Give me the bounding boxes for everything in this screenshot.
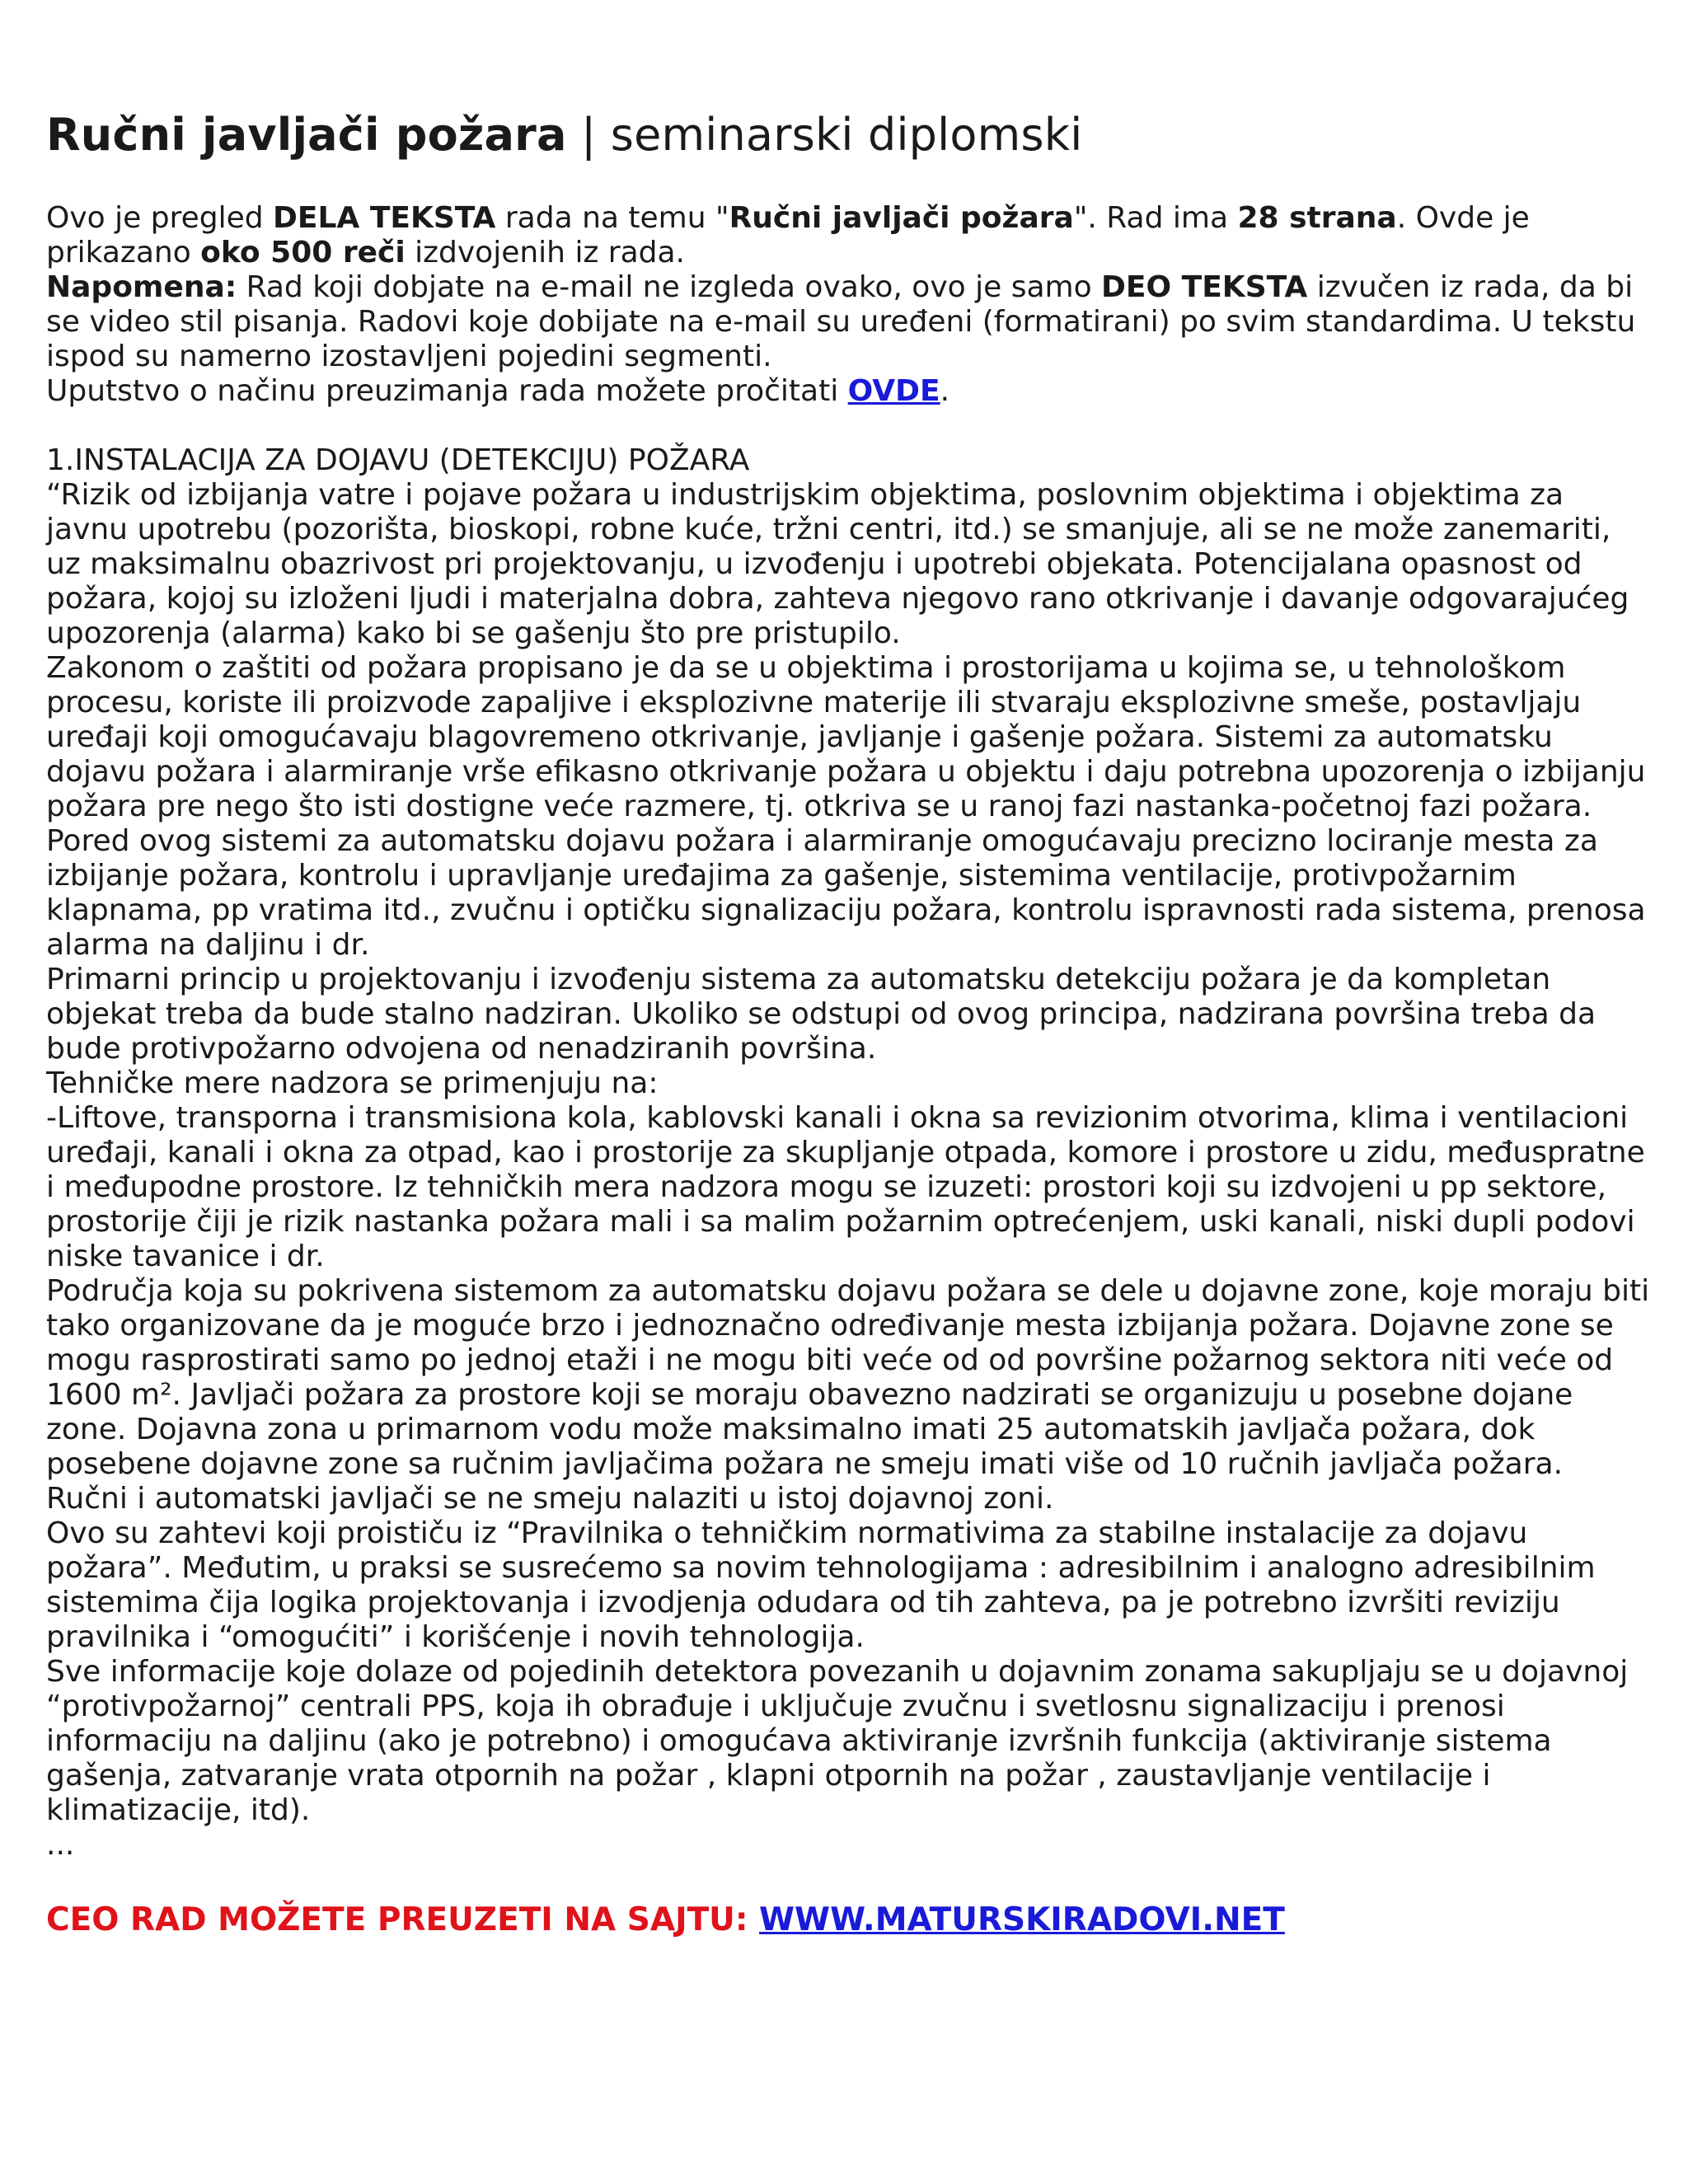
intro-bold-topic: Ručni javljači požara <box>729 201 1074 235</box>
body-paragraph: Primarni princip u projektovanju i izvođenju sistema za automatsku detekciju požara je da kompletan objekat treba da bude stalno nadziran. Ukoliko se odstupi od ovog principa, nadzirana površina treba da bude protivpožarno odvojena od nenadziranih površina. <box>46 963 1596 1066</box>
page-title <box>46 105 1651 165</box>
instructions-text: . <box>940 374 950 408</box>
intro-text: ". Rad ima <box>1073 201 1238 235</box>
intro-paragraph <box>46 201 1651 270</box>
intro-text: Ovo je pregled <box>46 201 274 235</box>
page-title-rest: seminarski diplomski <box>610 109 1083 161</box>
intro-text: . Ovde je prikazano <box>46 201 1530 269</box>
page-title-separator: | <box>566 109 611 161</box>
document-body <box>46 443 1651 1863</box>
note-text: izvučen iz rada, da bi se video stil pisanja. Radovi koje dobijate na e-mail su uređeni (formatirani) po svim standardima. U tekstu ispod su namerno izostavljeni pojedini segmenti. <box>46 270 1636 373</box>
intro-section <box>46 201 1651 409</box>
body-paragraph: “Rizik od izbijanja vatre i pojave požara u industrijskim objektima, poslovnim objektima i objektima za javnu upotrebu (pozorišta, bioskopi, robne kuće, tržni centri, itd.) se smanjuje, ali se ne može zanemariti, uz maksimalnu obazrivost pri projektovanju, u izvođenju i upotrebi objekata. Potencijalana opasnost od požara, kojoj su izloženi ljudi i materjalna dobra, zahteva njegovo rano otkrivanje i davanje odgovarajućeg upozorenja (alarma) kako bi se gašenju što pre pristupilo. <box>46 478 1629 650</box>
instructions-link[interactable]: OVDE <box>847 374 940 408</box>
download-cta <box>46 1900 1651 1941</box>
body-paragraph: Ovo su zahtevi koji proističu iz “Pravilnika o tehničkim normativima za stabilne instalacije za dojavu požara”. Međutim, u praksi se susrećemo sa novim tehnologijama : adresibilnim i analogno adresibilnim sistemima čija logika projektovanja i izvodjenja odudara od tih zahteva, pa je potrebno izvršiti reviziju pravilnika i “omogućiti” i korišćenje i novih tehnologija. <box>46 1516 1596 1654</box>
body-paragraph: Područja koja su pokrivena sistemom za automatsku dojavu požara se dele u dojavne zone, koje moraju biti tako organizovane da je moguće brzo i jednoznačno određivanje mesta izbijanja požara. Dojavne zone se mogu rasprostirati samo po jednoj etaži i ne mogu biti veće od od površine požarnog sektora niti veće od 1600 m². Javljači požara za prostore koji se moraju obavezno nadzirati se organizuju u posebne dojane zone. Dojavna zona u primarnom vodu može maksimalno imati 25 automatskih javljača požara, dok posebene dojavne zone sa ručnim javljačima požara ne smeju imati više od 10 ručnih javljača požara. Ručni i automatski javljači se ne smeju nalaziti u istoj dojavnoj zoni. <box>46 1274 1650 1516</box>
note-label: Napomena: <box>46 270 237 304</box>
intro-bold-words: oko 500 reči <box>200 236 406 269</box>
note-text: Rad koji dobjate na e-mail ne izgleda ovako, ovo je samo <box>237 270 1102 304</box>
cta-text: CEO RAD MOŽETE PREUZETI NA SAJTU: <box>46 1901 760 1938</box>
body-paragraph: Tehničke mere nadzora se primenjuju na: <box>46 1066 659 1100</box>
intro-text: rada na temu " <box>495 201 729 235</box>
body-paragraph: Sve informacije koje dolaze od pojedinih detektora povezanih u dojavnim zonama sakupljaju se u dojavnoj “protivpožarnoj” centrali PPS, koja ih obrađuje i uključuje zvučnu i svetlosnu signalizaciju i prenosi informaciju na daljinu (ako je potrebno) i omogućava aktiviranje izvršnih funkcija (aktiviranje sistema gašenja, zatvaranje vrata otpornih na požar , klapni otpornih na požar , zaustavljanje ventilacije i klimatizacije, itd). <box>46 1655 1629 1827</box>
note-bold-text: DEO TEKSTA <box>1101 270 1308 304</box>
body-paragraph: -Liftove, transporna i transmisiona kola, kablovski kanali i okna sa revizionim otvorima, klima i ventilacioni uređaji, kanali i okna za otpad, kao i prostorije za skupljanje otpada, komore i prostore u zidu, međuspratne i međupodne prostore. Iz tehničkih mera nadzora mogu se izuzeti: prostori koji su izdvojeni u pp sektore, prostorije čiji je rizik nastanka požara mali i sa malim požarnim optrećenjem, uski kanali, niski dupli podovi niske tavanice i dr. <box>46 1101 1645 1273</box>
instructions-paragraph <box>46 374 1651 409</box>
ellipsis: ... <box>46 1828 75 1862</box>
section-heading: 1.INSTALACIJA ZA DOJAVU (DETEKCIJU) POŽARA <box>46 443 750 477</box>
note-paragraph <box>46 270 1651 374</box>
intro-text: izdvojenih iz rada. <box>405 236 685 269</box>
intro-bold-pages: 28 strana <box>1237 201 1397 235</box>
body-paragraph: Zakonom o zaštiti od požara propisano je da se u objektima i prostorijama u kojima se, u tehnološkom procesu, koriste ili proizvode zapaljive i eksplozivne materije ili stvaraju eksplozivne smeše, postavljaju uređaji koji omogućavaju blagovremeno otkrivanje, javljanje i gašenje požara. Sistemi za automatsku dojavu požara i alarmiranje vrše efikasno otkrivanje požara u objektu i daju potrebna upozorenja o izbijanju požara pre nego što isti dostigne veće razmere, tj. otkriva se u ranoj fazi nastanka-početnoj fazi požara. Pored ovog sistemi za automatsku dojavu požara i alarmiranje omogućavaju precizno lociranje mesta za izbijanje požara, kontrolu i upravljanje uređajima za gašenje, sistemima ventilacije, protivpožarnim klapnama, pp vratima itd., zvučnu i optičku signalizaciju požara, kontrolu ispravnosti rada sistema, prenosa alarma na daljinu i dr. <box>46 651 1646 962</box>
instructions-text: Uputstvo o načinu preuzimanja rada možete pročitati <box>46 374 848 408</box>
site-link[interactable]: WWW.MATURSKIRADOVI.NET <box>759 1901 1285 1938</box>
page-title-bold: Ručni javljači požara <box>46 109 567 161</box>
intro-bold-text: DELA TEKSTA <box>273 201 496 235</box>
